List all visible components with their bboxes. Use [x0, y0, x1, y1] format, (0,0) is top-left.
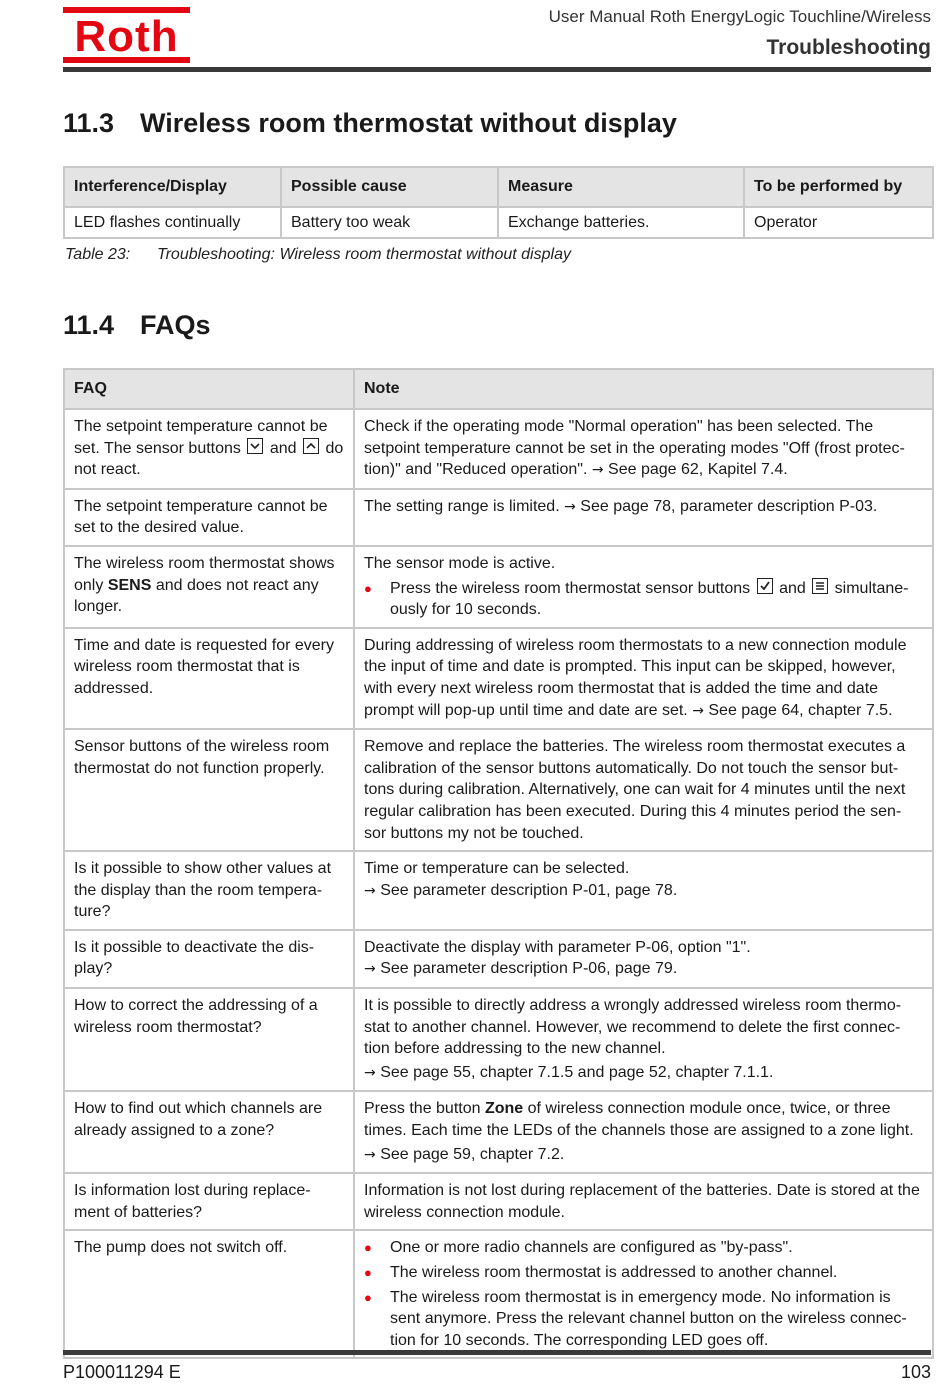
faq-text: and does not react any longer. [74, 576, 319, 616]
faq-cell: How to find out which channels are already assigned to a zone? [64, 1091, 354, 1173]
faq-table [63, 368, 934, 1359]
bullet-text: simultane-ously for 10 seconds. [390, 579, 909, 619]
troubleshooting-table [63, 166, 934, 239]
caption-text: Troubleshooting: Wireless room thermostat without display [157, 246, 571, 263]
faq-cell: The setpoint temperature cannot be set to the desired value. [64, 489, 354, 546]
table-cell: Exchange batteries. [498, 207, 744, 238]
note-text: The setting range is limited. [364, 497, 560, 515]
table-row [64, 489, 933, 546]
table-row [64, 1091, 933, 1173]
table-row [64, 628, 933, 729]
note-text: Check if the operating mode "Normal operation" has been selected. The setpoint temperature cannot be set in the operating modes "Off (frost protec-tion)" and "Reduced operation". [364, 418, 905, 479]
table-cell: LED flashes continually [64, 207, 281, 238]
note-cell [354, 1230, 933, 1358]
arrow-right-icon: → [692, 702, 704, 719]
checkmark-button-icon [757, 578, 773, 594]
faq-cell: The pump does not switch off. [64, 1230, 354, 1358]
faq-cell: Sensor buttons of the wireless room thermostat do not function properly. [64, 729, 354, 851]
note-text: The sensor mode is active. [364, 554, 556, 572]
table-row [64, 930, 933, 988]
table-row [64, 546, 933, 628]
note-cell [354, 628, 933, 729]
note-text: Deactivate the display with parameter P-06, option "1". [364, 938, 751, 956]
note-text: of wireless connection module once, twice, or three times. Each time the LEDs of the channels those are assigned to a zone light. [364, 1100, 914, 1140]
arrow-right-icon: → [364, 961, 376, 978]
note-reference: See parameter description P-06, page 79. [380, 960, 678, 978]
section-title: FAQs [140, 310, 211, 340]
header-subtitle: User Manual Roth EnergyLogic Touchline/Wireless [548, 7, 931, 26]
caption-label: Table 23: [65, 246, 131, 263]
faq-text: and [269, 439, 297, 457]
note-reference: See page 78, parameter description P-03. [580, 497, 878, 515]
table-header-row [64, 369, 933, 409]
header-section-title: Troubleshooting [766, 36, 931, 59]
col-header: To be performed by [744, 167, 933, 207]
section-number: 11.3 [63, 108, 115, 138]
faq-cell: Time and date is requested for every wireless room thermostat that is addressed. [64, 628, 354, 729]
faq-cell [64, 409, 354, 489]
col-header: Note [354, 369, 933, 409]
note-cell [354, 409, 933, 489]
table-row [64, 1173, 933, 1230]
bullet-item [364, 578, 923, 621]
bullet-item: ● The wireless room thermostat is in emergency mode. No information is sent anymore. Press the relevant channel button on the wireless connec-tion for 10 seconds. The corresponding LED goes off. [364, 1287, 923, 1352]
col-header: Measure [498, 167, 744, 207]
table-row [64, 409, 933, 489]
note-text: Time or temperature can be selected. [364, 860, 630, 878]
note-reference: See parameter description P-01, page 78. [380, 881, 678, 899]
table-row [64, 851, 933, 930]
note-cell [354, 851, 933, 930]
chevron-down-button-icon [247, 438, 263, 454]
table-row [64, 988, 933, 1091]
note-reference: See page 62, Kapitel 7.4. [608, 461, 788, 479]
faq-text: do not react. [74, 439, 344, 479]
note-reference: See page 59, chapter 7.2. [380, 1145, 565, 1163]
note-cell: Remove and replace the batteries. The wireless room thermostat executes a calibration of the sensor buttons automatically. Do not touch the sensor but-tons during calibration. Alternatively, one can wait for 4 minutes until the next regular calibration has been executed. During this 4 minutes period the sen-sor buttons my not be touched. [354, 729, 933, 851]
note-reference: See page 64, chapter 7.5. [708, 701, 893, 719]
svg-text:Roth: Roth [74, 12, 179, 61]
note-text: Press the button [364, 1100, 481, 1118]
roth-logo [63, 7, 190, 63]
header-rule [63, 67, 931, 72]
section-heading-11-3 [63, 108, 677, 139]
note-reference: See page 55, chapter 7.1.5 and page 52, chapter 7.1.1. [380, 1063, 774, 1081]
bullet-text: and [779, 579, 806, 597]
document-number: P100011294 E [63, 1362, 181, 1382]
section-number: 11.4 [63, 310, 115, 340]
note-bold-text: Zone [484, 1100, 524, 1118]
page-number: 103 [900, 1362, 931, 1382]
section-heading-11-4 [63, 310, 211, 341]
footer-rule [63, 1350, 931, 1355]
faq-cell: Is it possible to show other values at the display than the room tempera-ture? [64, 851, 354, 930]
col-header: Interference/Display [64, 167, 281, 207]
table-row [64, 729, 933, 851]
note-text: During addressing of wireless room thermostats to a new connection module the input of time and date is prompted. This input can be skipped, however, with every next wireless room thermostat that is added the time and date prompt will pop-up until time and date are set. [364, 636, 907, 719]
faq-text: The wireless room thermostat shows only [74, 554, 335, 594]
bullet-item: ● The wireless room thermostat is addressed to another channel. [364, 1262, 923, 1284]
arrow-right-icon: → [364, 882, 376, 899]
note-cell [354, 930, 933, 988]
faq-text: The setpoint temperature cannot be set. The sensor buttons [74, 418, 328, 457]
note-cell [354, 988, 933, 1091]
note-text: It is possible to directly address a wrongly addressed wireless room thermo-stat to another channel. However, we recommend to delete the first connec-tion before addressing to the new channel. [364, 997, 902, 1058]
faq-cell: Is information lost during replace-ment of batteries? [64, 1173, 354, 1230]
note-cell: Information is not lost during replacement of the batteries. Date is stored at the wireless connection module. [354, 1173, 933, 1230]
table-cell: Battery too weak [281, 207, 498, 238]
faq-cell [64, 546, 354, 628]
arrow-right-icon: → [364, 1064, 376, 1081]
note-cell [354, 489, 933, 546]
faq-bold-text: SENS [107, 576, 152, 594]
table-row [64, 1230, 933, 1358]
col-header: Possible cause [281, 167, 498, 207]
bullet-item: ● One or more radio channels are configured as "by-pass". [364, 1237, 923, 1259]
arrow-right-icon: → [564, 498, 576, 515]
section-title: Wireless room thermostat without display [140, 108, 677, 138]
table-cell: Operator [744, 207, 933, 238]
note-cell [354, 1091, 933, 1173]
faq-cell: How to correct the addressing of a wireless room thermostat? [64, 988, 354, 1091]
chevron-up-button-icon [303, 438, 319, 454]
arrow-right-icon: → [364, 1146, 376, 1163]
table-caption [65, 246, 571, 264]
faq-cell: Is it possible to deactivate the dis-play? [64, 930, 354, 988]
note-cell [354, 546, 933, 628]
arrow-right-icon: → [591, 462, 604, 479]
menu-button-icon [812, 578, 828, 594]
col-header: FAQ [64, 369, 354, 409]
bullet-text: Press the wireless room thermostat sensor buttons [390, 579, 751, 597]
table-row [64, 207, 933, 238]
table-header-row [64, 167, 933, 207]
